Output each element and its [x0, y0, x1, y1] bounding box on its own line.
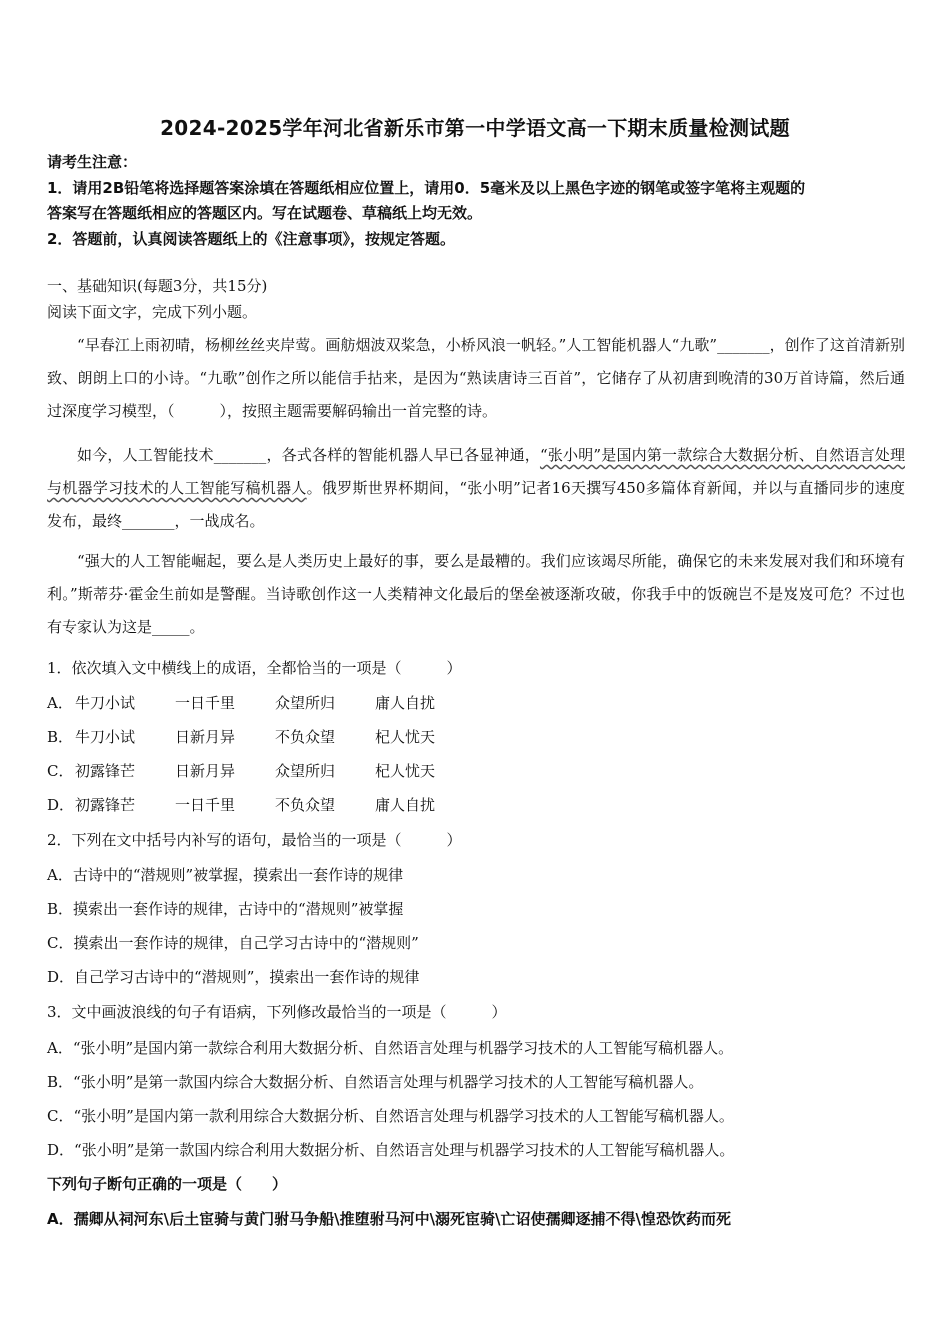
notice-line-2: 2．答题前，认真阅读答题纸上的《注意事项》，按规定答题。 — [47, 230, 455, 248]
idiom: 杞人忧天 — [375, 762, 436, 780]
idiom: 牛刀小试 — [75, 694, 136, 712]
question-2-option-b[interactable]: B．摸索出一套作诗的规律，古诗中的“潜规则”被掌握 — [47, 900, 404, 918]
question-3-stem: 3．文中画波浪线的句子有语病，下列修改最恰当的一项是（ ） — [47, 1003, 507, 1021]
question-2-option-d[interactable]: D．自己学习古诗中的“潜规则”，摸索出一套作诗的规律 — [47, 968, 420, 986]
question-3-option-a[interactable]: A．“张小明”是国内第一款综合利用大数据分析、自然语言处理与机器学习技术的人工智能写稿机器人。 — [47, 1039, 734, 1057]
notice-line-1a: 1．请用2B铅笔将选择题答案涂填在答题纸相应位置上，请用0．5毫米及以上黑色字迹的钢笔或签字笔将主观题的 — [47, 179, 806, 197]
idiom: 牛刀小试 — [75, 728, 136, 746]
idiom: 庸人自扰 — [375, 694, 436, 712]
option-label: A． — [47, 694, 73, 712]
question-3-option-d[interactable]: D．“张小明”是第一款国内综合利用大数据分析、自然语言处理与机器学习技术的人工智能写稿机器人。 — [47, 1141, 735, 1159]
wavy-underlined-sentence: “张小明”是国内第一款综合大数据分析、自然语言处理与机器学习技术的人工智能写稿机器人 — [47, 446, 905, 497]
idiom: 不负众望 — [275, 796, 336, 814]
question-1-option-b[interactable] — [47, 727, 475, 747]
question-1-stem: 1．依次填入文中横线上的成语，全都恰当的一项是（ ） — [47, 659, 462, 677]
notice-line-1b: 答案写在答题纸相应的答题区内。写在试题卷、草稿纸上均无效。 — [47, 204, 483, 222]
question-1-option-a[interactable] — [47, 693, 475, 713]
idiom: 日新月异 — [175, 762, 236, 780]
notice-heading: 请考生注意： — [47, 153, 138, 171]
idiom: 众望所归 — [275, 694, 336, 712]
idiom: 不负众望 — [275, 728, 336, 746]
idiom: 日新月异 — [175, 728, 236, 746]
question-4-option-a[interactable]: A．孺卿从祠河东\后土宦骑与黄门驸马争船\推堕驸马河中\溺死宦骑\亡诏使孺卿逐捕不得\惶恐饮药而死 — [47, 1210, 732, 1228]
idiom: 初露锋芒 — [75, 762, 136, 780]
passage-paragraph-3: “强大的人工智能崛起，要么是人类历史上最好的事，要么是最糟的。我们应该竭尽所能，确保它的未来发展对我们和环境有利。”斯蒂芬·霍金生前如是警醒。当诗歌创作这一人类精神文化最后的堡垒被逐渐攻破，你我手中的饭碗岂不是岌岌可危？不过也有专家认为这是_____。 — [47, 552, 905, 636]
passage-paragraph-1: “早春江上雨初晴，杨柳丝丝夹岸莺。画舫烟波双桨急，小桥风浪一帆轻。”人工智能机器人“九歌”_______，创作了这首清新别致、朗朗上口的小诗。“九歌”创作之所以能信手拈来，是因为“熟读唐诗三百首”，它储存了从初唐到晚清的30万首诗篇，然后通过深度学习模型，（ ），按照主题需要解码输出一首完整的诗。 — [47, 336, 905, 420]
question-4-stem: 下列句子断句正确的一项是（ ） — [47, 1175, 288, 1193]
question-3-option-c[interactable]: C．“张小明”是国内第一款利用综合大数据分析、自然语言处理与机器学习技术的人工智能写稿机器人。 — [47, 1107, 734, 1125]
question-1-option-c[interactable] — [47, 761, 475, 781]
exam-title: 2024-2025学年河北省新乐市第一中学语文高一下期末质量检测试题 — [160, 116, 790, 140]
question-2-option-c[interactable]: C．摸索出一套作诗的规律，自己学习古诗中的“潜规则” — [47, 934, 419, 952]
passage-p2-start: 如今，人工智能技术_______，各式各样的智能机器人早已各显神通， — [77, 446, 540, 464]
option-label: B． — [47, 728, 74, 746]
idiom: 众望所归 — [275, 762, 336, 780]
section-heading: 一、基础知识(每题3分，共15分) — [47, 277, 268, 295]
option-label: D． — [47, 796, 75, 814]
question-2-stem: 2．下列在文中括号内补写的语句，最恰当的一项是（ ） — [47, 831, 462, 849]
question-1-option-d[interactable] — [47, 795, 475, 815]
passage-p2-end: 。俄罗斯世界杯期间，“张小明”记者16天撰写450多篇体育新闻，并以与直播同步的速度发布，最终_______，一战成名。 — [47, 479, 905, 530]
idiom: 庸人自扰 — [375, 796, 436, 814]
passage-paragraph-2 — [47, 439, 905, 538]
idiom: 一日千里 — [175, 694, 236, 712]
question-2-option-a[interactable]: A．古诗中的“潜规则”被掌握，摸索出一套作诗的规律 — [47, 866, 404, 884]
idiom: 杞人忧天 — [375, 728, 436, 746]
idiom: 初露锋芒 — [75, 796, 136, 814]
question-3-option-b[interactable]: B．“张小明”是第一款国内综合大数据分析、自然语言处理与机器学习技术的人工智能写稿机器人。 — [47, 1073, 704, 1091]
idiom: 一日千里 — [175, 796, 236, 814]
option-label: C． — [47, 762, 74, 780]
section-intro: 阅读下面文字，完成下列小题。 — [47, 303, 258, 321]
